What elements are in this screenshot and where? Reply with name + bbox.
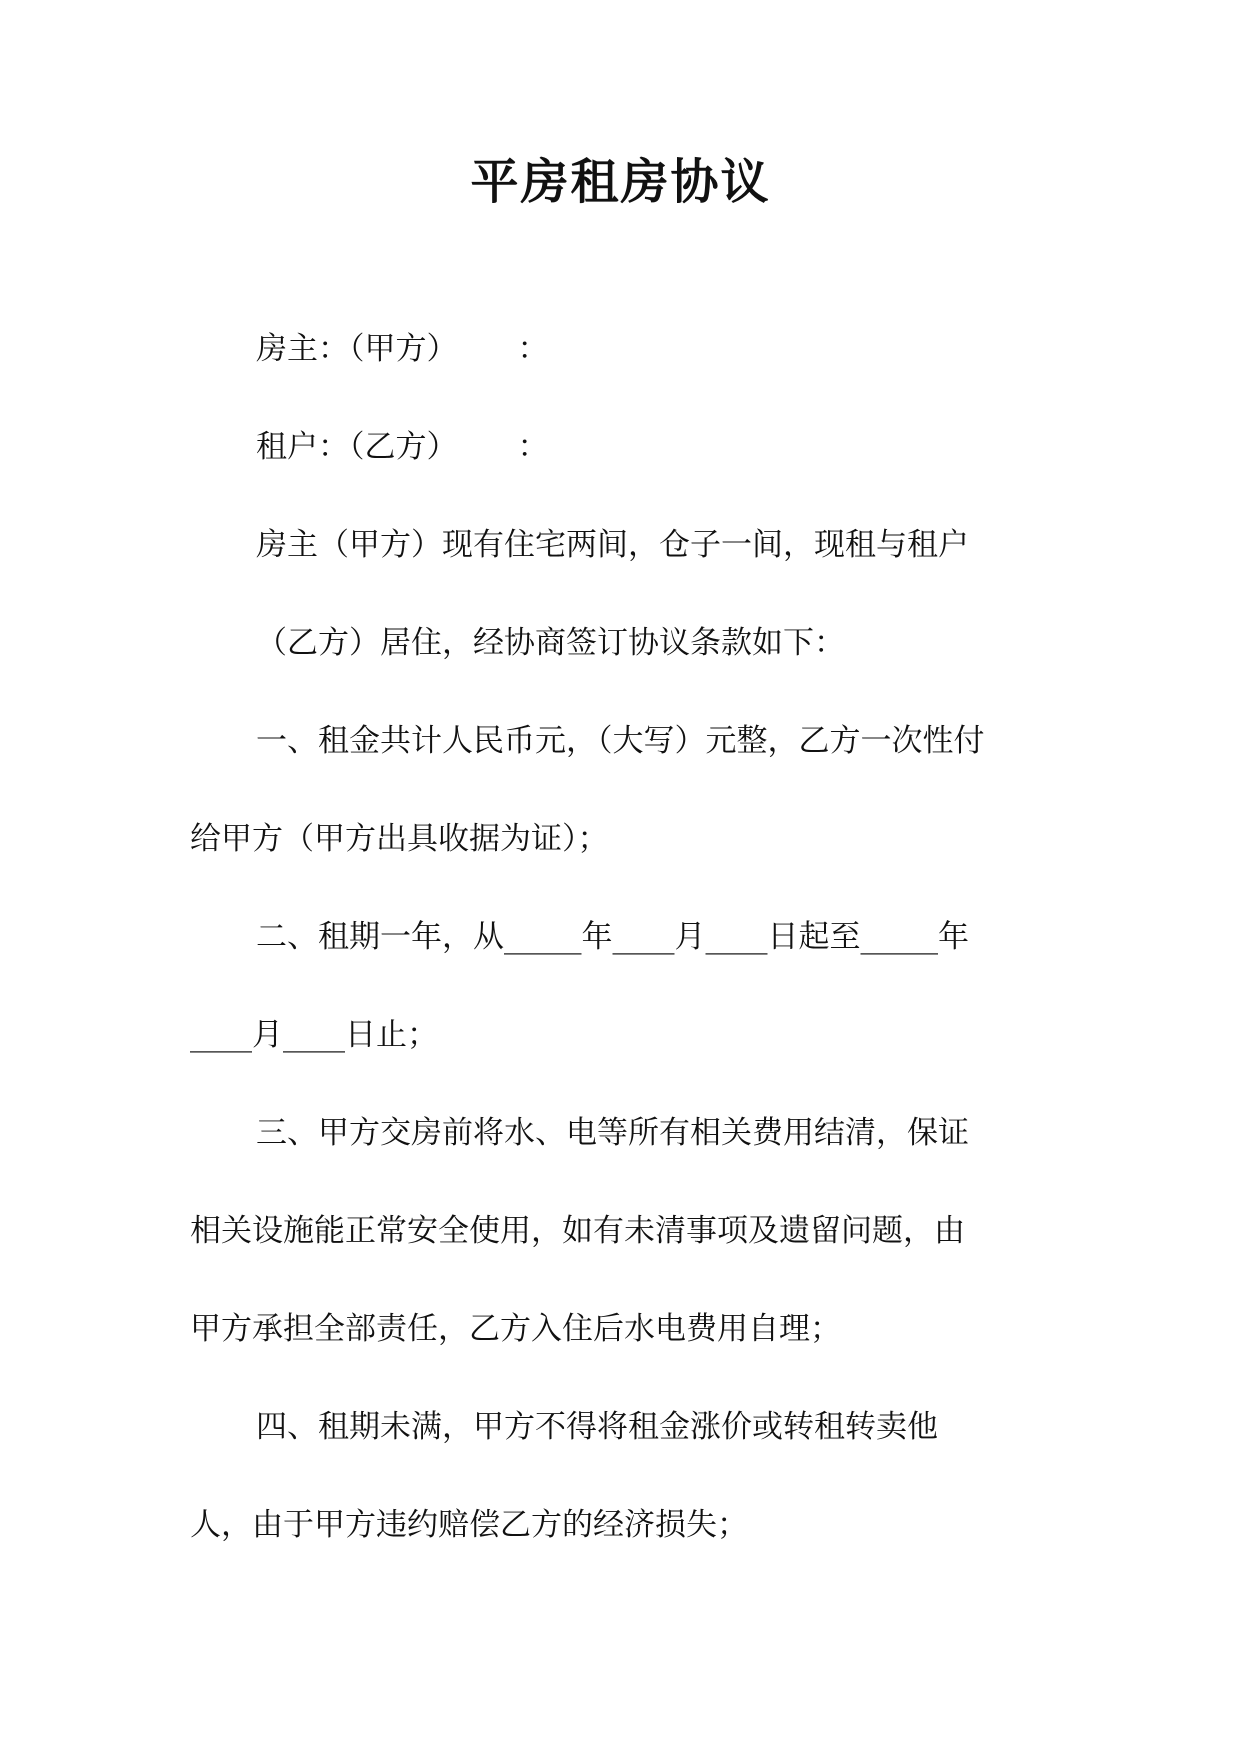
landlord-line [190,300,1060,398]
paragraph-line: （乙方）居住，经协商签订协议条款如下： [256,625,845,661]
clause-4-line: 人，由于甲方违约赔偿乙方的经济损失； [190,1507,748,1543]
clause-3-line: 甲方承担全部责任，乙方入住后水电费用自理； [190,1311,841,1347]
paragraph-line: 房主（甲方）现有住宅两间，仓子一间，现租与租户 [256,527,969,563]
clause-4-line: 四、租期未满，甲方不得将租金涨价或转租转卖他 [256,1409,938,1445]
document-body [190,300,1060,1574]
landlord-colon: ： [517,331,549,367]
tenant-line [190,398,1060,496]
clause-2-line: 二、租期一年，从_____年____月____日起至_____年 [256,919,969,955]
clause-2-line: ____月____日止； [190,1017,438,1053]
clause-3-line: 三、甲方交房前将水、电等所有相关费用结清，保证 [256,1115,969,1151]
clause-1-line: 给甲方（甲方出具收据为证）； [190,821,609,857]
landlord-label: 房主：（甲方） [256,331,458,367]
clause-3-line: 相关设施能正常安全使用，如有未清事项及遗留问题，由 [190,1213,965,1249]
tenant-colon: ： [517,429,549,465]
clause-1-line: 一、租金共计人民币元，（大写）元整，乙方一次性付 [256,723,985,759]
tenant-label: 租户：（乙方） [256,429,458,465]
page-title: 平房租房协议 [470,154,771,210]
